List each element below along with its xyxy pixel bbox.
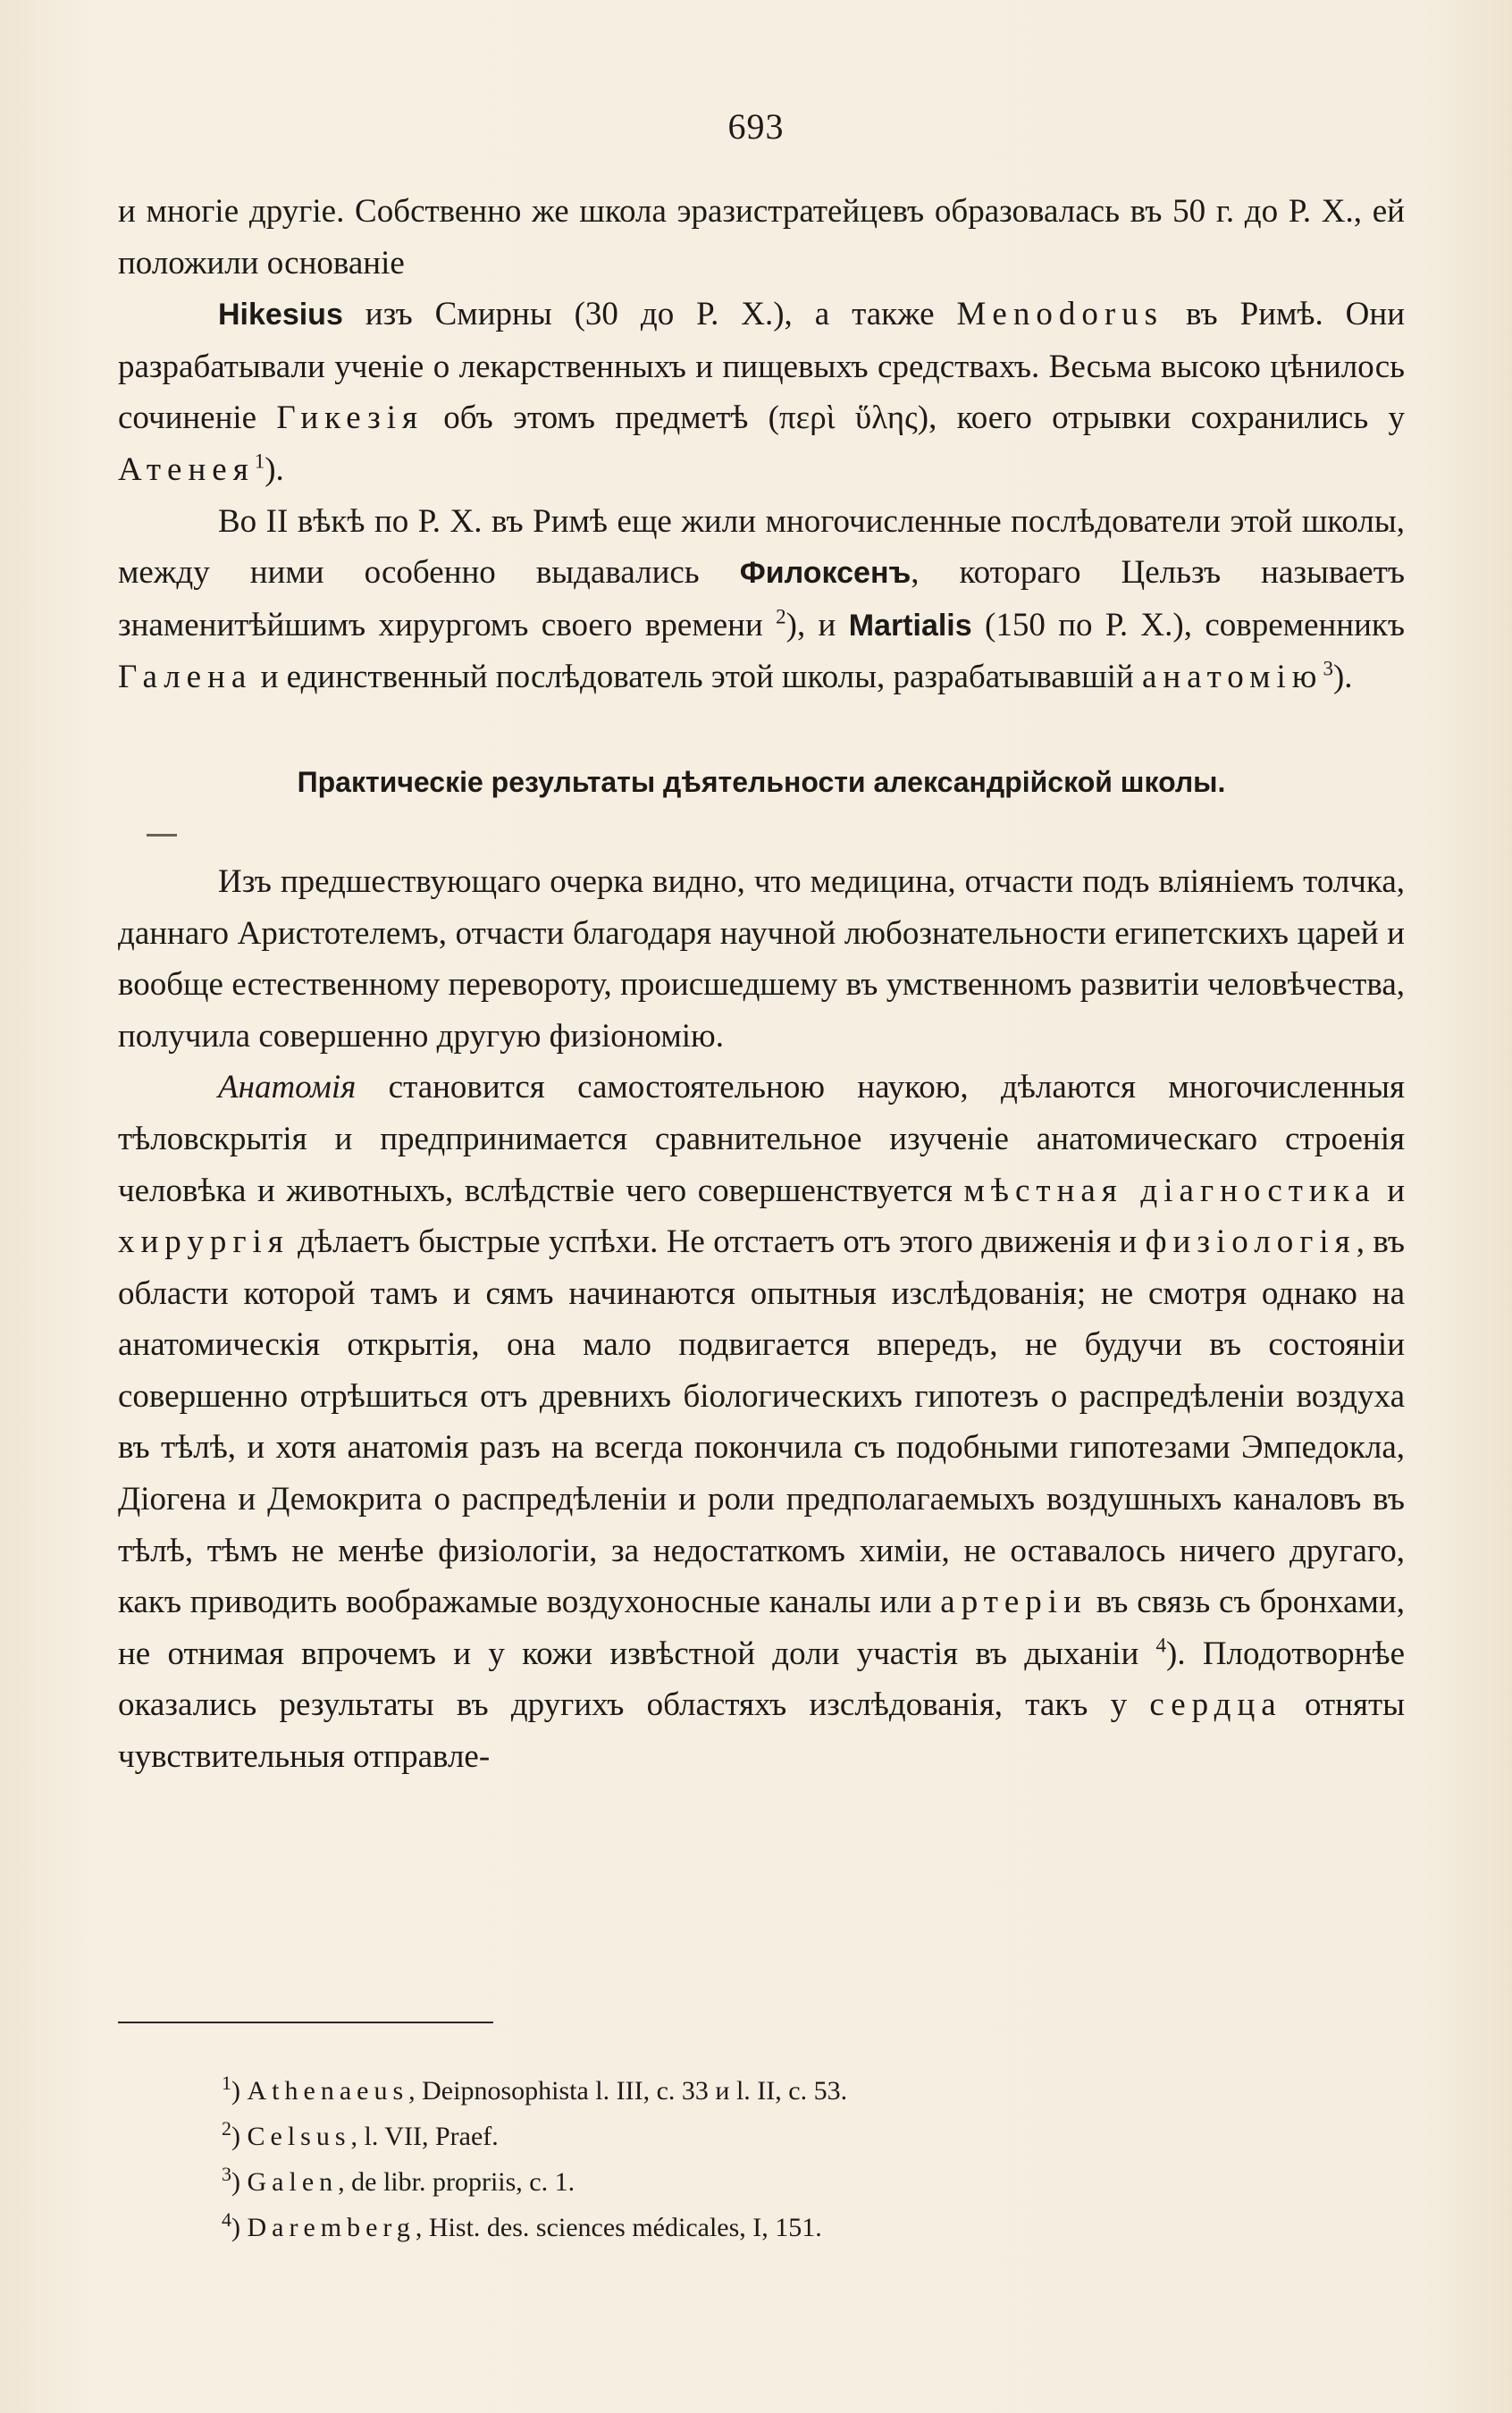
paragraph-4-text: Изъ предшествующаго очерка видно, что медицина, отчасти подъ вліяніемъ толчка, даннаго Аристотелемъ, отчасти благодаря научной любознательности египетскихъ царей и вообще естественному перевороту, происшедшему въ умственномъ развитіи человѣчества, получила совершенно другую физіономію. [118, 862, 1405, 1055]
footnote-ref-3: 3 [1323, 658, 1333, 681]
name-menodorus: Menodorus [956, 296, 1164, 333]
term-serdtsa: сердца [1149, 1686, 1282, 1724]
paragraph-4 [118, 856, 1405, 1062]
paragraph-2-text-3: объ этомъ предметѣ (περὶ ὕλης), коего отрывки сохранились у [424, 399, 1405, 437]
body-text [118, 186, 1405, 1783]
footnote-4-text: , Hist. des. sciences médicales, I, 151. [415, 2213, 822, 2242]
paragraph-3-text-2: , котораго Цельзъ называетъ знаменитѣйшимъ хирургомъ своего времени [118, 554, 1405, 643]
paragraph-5-text-2: и [1375, 1172, 1405, 1209]
name-ateneya: Атенея [118, 450, 255, 488]
footnote-1-author: Athenaeus [247, 2076, 409, 2106]
name-hikesius: Hikesius [218, 298, 343, 332]
paragraph-5-text-6: ). Плодотворнѣе оказались результаты въ другихъ областяхъ изслѣдованія, такъ у [118, 1635, 1405, 1724]
paragraph-1 [118, 186, 1405, 289]
name-filoksen: Филоксенъ [739, 556, 911, 591]
footnote-4-author: Daremberg [247, 2213, 416, 2242]
name-galena: Галена [118, 659, 253, 696]
paragraph-2 [118, 289, 1405, 495]
footnote-4: $^4$) Daremberg, Hist. des. sciences médicales, I, 151. [222, 2208, 822, 2242]
paragraph-5-text-3: дѣлаетъ быстрые успѣхи. Не отстаетъ отъ этого движенія и [289, 1223, 1146, 1261]
paragraph-1-text: и многіе другіе. Собственно же школа эразистратейцевъ образовалась въ 50 г. до Р. X., ей положили основаніе [118, 193, 1405, 282]
paragraph-3-text-6: ). [1332, 659, 1353, 696]
footnote-1-text: , Deipnosophista l. III, c. 33 и l. II, c. 53. [408, 2076, 848, 2106]
name-gikezii: Гикезія [276, 399, 424, 437]
paragraph-5-text-7: отняты чувствительныя отправле- [118, 1686, 1405, 1776]
footnotes [222, 2068, 1383, 2250]
paragraph-3-text-3: ), и [785, 606, 849, 643]
footnote-4-mark: 4 [222, 2208, 231, 2231]
section-heading: Практическіе результаты дѣятельности александрійской школы. [297, 765, 1226, 798]
footnote-1: $^1$) Athenaeus, Deipnosophista l. III, c. 33 и l. II, c. 53. [222, 2072, 848, 2106]
heading-dash-mark [147, 834, 177, 837]
footnote-3-text: , de libr. propriis, c. 1. [338, 2167, 575, 2197]
paragraph-5-text-1: становится самостоятельною наукою, дѣлаются многочисленныя тѣловскрытія и предпринимается сравнительное изученіе анатомическаго строенія человѣка и животныхъ, вслѣдствіе чего совершенствуется [118, 1069, 1405, 1209]
term-khirurgiya: хирургія [118, 1223, 290, 1261]
footnote-ref-4: 4 [1155, 1634, 1167, 1657]
paragraph-3 [118, 496, 1405, 703]
page-number: 693 [727, 106, 785, 147]
paragraph-2-text-1: изъ Смирны (30 до Р. X.), а также [342, 296, 957, 333]
paragraph-3-text-5: и единственный послѣдователь этой школы, разрабатывавшій [252, 659, 1142, 696]
term-anatomiyu: анатомію [1141, 659, 1323, 696]
paragraph-5-text-5: въ связь съ бронхами, не отнимая впрочемъ и у кожи извѣстной доли участія въ дыханіи [118, 1584, 1405, 1672]
paragraph-3-text-4: (150 по Р. X.), современникъ [971, 606, 1405, 643]
paragraph-2-text-2: въ Римѣ. Они разрабатывали ученіе о лекарственныхъ и пищевыхъ средствахъ. Весьма высоко цѣнилось сочиненіе [118, 296, 1405, 437]
footnote-rule [118, 2022, 493, 2023]
term-mestnaya-diagnostika: мѣстная діагностика [963, 1172, 1376, 1209]
paragraph-5-text-4: , въ области которой тамъ и сямъ начинаются опытныя изслѣдованія; не смотря однако на анатомическія открытія, она мало подвигается впередъ, не будучи въ состояніи совершенно отрѣшиться отъ древнихъ біологическихъ гипотезъ о распредѣленіи воздуха въ тѣлѣ, и хотя анатомія разъ на всегда покончила съ подобными гипотезами Эмпедокла, Діогена и Демокрита о распредѣленіи и роли предполагаемыхъ воздушныхъ каналовъ въ тѣлѣ, тѣмъ не менѣе физіологіи, за недостаткомъ химіи, не оставалось ничего другаго, какъ приводить воображамые воздухоносные каналы или [118, 1223, 1405, 1621]
footnote-1-mark: 1 [222, 2072, 231, 2094]
paragraph-3-text-1: Во II вѣкѣ по Р. X. въ Римѣ еще жили многочисленные послѣдователи этой школы, между ними особенно выдавались [118, 502, 1405, 592]
footnote-2-mark: 2 [222, 2117, 231, 2140]
footnote-3-mark: 3 [222, 2163, 231, 2185]
paragraph-5 [118, 1062, 1405, 1782]
footnote-3: $^3$) Galen, de libr. propriis, c. 1. [222, 2163, 575, 2197]
footnote-2-author: Celsus [247, 2122, 351, 2151]
footnote-3-author: Galen [247, 2167, 339, 2197]
footnote-ref-2: 2 [776, 605, 786, 628]
footnote-2: $^2$) Celsus, l. VII, Praef. [222, 2117, 499, 2151]
footnote-ref-1: 1 [254, 450, 265, 473]
term-arterii: артеріи [940, 1584, 1088, 1621]
term-fiziologiya: физіологія [1145, 1223, 1357, 1261]
term-anatomiya-italic: Анатомія [218, 1069, 357, 1106]
name-martialis: Martialis [848, 608, 972, 643]
paragraph-2-text-4: ). [265, 450, 284, 488]
footnote-2-text: , l. VII, Praef. [350, 2122, 499, 2151]
